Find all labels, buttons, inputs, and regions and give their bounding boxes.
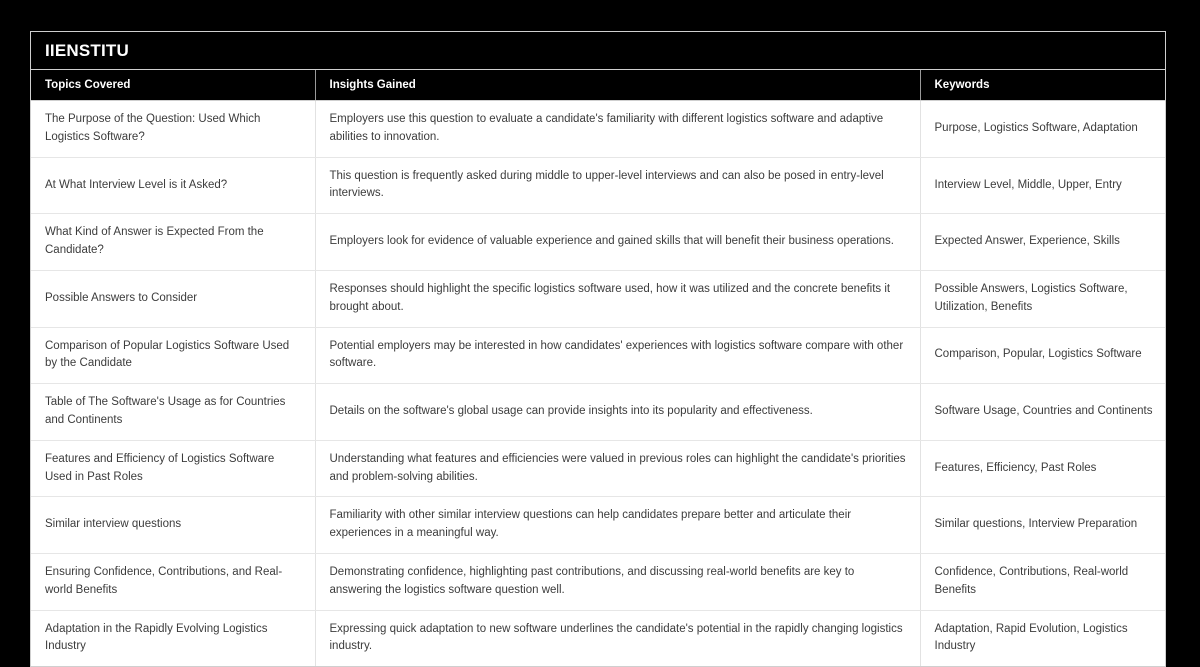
cell-topic: Adaptation in the Rapidly Evolving Logistics Industry	[31, 610, 315, 666]
cell-keywords: Purpose, Logistics Software, Adaptation	[920, 101, 1165, 158]
cell-keywords: Similar questions, Interview Preparation	[920, 497, 1165, 554]
cell-topic: Comparison of Popular Logistics Software Used by the Candidate	[31, 327, 315, 384]
cell-keywords: Comparison, Popular, Logistics Software	[920, 327, 1165, 384]
cell-keywords: Confidence, Contributions, Real-world Benefits	[920, 554, 1165, 611]
cell-insight: Demonstrating confidence, highlighting past contributions, and discussing real-world benefits are key to answering the logistics software question well.	[315, 554, 920, 611]
table-row	[31, 610, 1165, 666]
cell-keywords: Adaptation, Rapid Evolution, Logistics Industry	[920, 610, 1165, 666]
cell-keywords: Interview Level, Middle, Upper, Entry	[920, 157, 1165, 214]
cell-topic: What Kind of Answer is Expected From the Candidate?	[31, 214, 315, 271]
table-row	[31, 384, 1165, 441]
brand-header	[31, 32, 1165, 70]
cell-insight: Potential employers may be interested in how candidates' experiences with logistics software compare with other software.	[315, 327, 920, 384]
column-header-insights-gained: Insights Gained	[315, 70, 920, 101]
cell-insight: Responses should highlight the specific logistics software used, how it was utilized and the concrete benefits it brought about.	[315, 270, 920, 327]
cell-insight: Details on the software's global usage can provide insights into its popularity and effectiveness.	[315, 384, 920, 441]
cell-insight: Understanding what features and efficiencies were valued in previous roles can highlight the candidate's priorities and problem-solving abilities.	[315, 440, 920, 497]
cell-keywords: Expected Answer, Experience, Skills	[920, 214, 1165, 271]
cell-topic: Possible Answers to Consider	[31, 270, 315, 327]
info-table-card	[30, 31, 1166, 667]
column-header-keywords: Keywords	[920, 70, 1165, 101]
table-row	[31, 440, 1165, 497]
cell-insight: Employers look for evidence of valuable experience and gained skills that will benefit their business operations.	[315, 214, 920, 271]
cell-insight: Expressing quick adaptation to new software underlines the candidate's potential in the rapidly changing logistics industry.	[315, 610, 920, 666]
cell-topic: Table of The Software's Usage as for Countries and Continents	[31, 384, 315, 441]
cell-keywords: Possible Answers, Logistics Software, Utilization, Benefits	[920, 270, 1165, 327]
table-row	[31, 327, 1165, 384]
table-row	[31, 214, 1165, 271]
cell-insight: Familiarity with other similar interview questions can help candidates prepare better and articulate their experiences in a meaningful way.	[315, 497, 920, 554]
cell-topic: The Purpose of the Question: Used Which Logistics Software?	[31, 101, 315, 158]
table-body	[31, 101, 1165, 667]
cell-topic: Features and Efficiency of Logistics Software Used in Past Roles	[31, 440, 315, 497]
cell-topic: At What Interview Level is it Asked?	[31, 157, 315, 214]
table-header-row	[31, 70, 1165, 101]
cell-topic: Similar interview questions	[31, 497, 315, 554]
table-row	[31, 101, 1165, 158]
table-row	[31, 497, 1165, 554]
table-row	[31, 270, 1165, 327]
brand-title: IIENSTITU	[45, 41, 129, 60]
cell-topic: Ensuring Confidence, Contributions, and Real-world Benefits	[31, 554, 315, 611]
cell-insight: This question is frequently asked during middle to upper-level interviews and can also be posed in entry-level interviews.	[315, 157, 920, 214]
table-row	[31, 554, 1165, 611]
cell-keywords: Features, Efficiency, Past Roles	[920, 440, 1165, 497]
table-row	[31, 157, 1165, 214]
cell-keywords: Software Usage, Countries and Continents	[920, 384, 1165, 441]
column-header-topics-covered: Topics Covered	[31, 70, 315, 101]
table-header	[31, 70, 1165, 101]
topics-insights-table	[31, 70, 1165, 666]
cell-insight: Employers use this question to evaluate a candidate's familiarity with different logistics software and adaptive abilities to innovation.	[315, 101, 920, 158]
